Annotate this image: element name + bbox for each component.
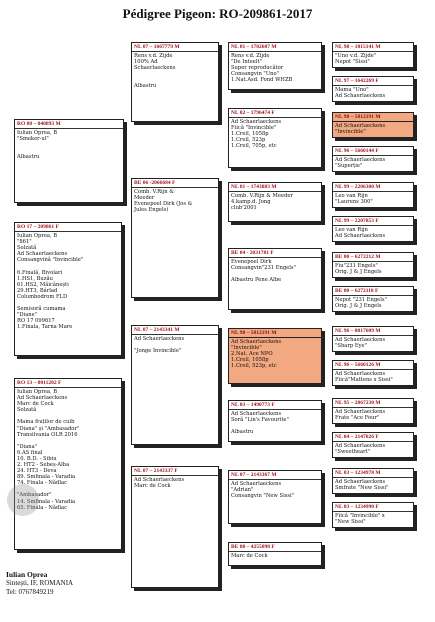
owner-name: Iulian Oprea: [6, 570, 48, 579]
ring-number: BE 00 – 6272212 M: [333, 254, 413, 262]
pedigree-line: Nepot "231 Engels": [335, 297, 387, 304]
pedigree-line: Evenepoel Dirk: [231, 259, 272, 266]
ring-number: NL 97 – 1642269 F: [333, 78, 413, 86]
pedigree-line: 2. HT2 - Sebeș-Alba: [17, 462, 70, 469]
ddd-box: [228, 542, 322, 566]
pedigree-line: 6.AS final: [17, 449, 43, 456]
pedigree-line: Mama fraților de cuib: [17, 419, 75, 426]
ring-number: NL 01 – 1702607 M: [229, 44, 321, 52]
pedigree-line: Fiică "Invincible" x: [335, 513, 385, 520]
ring-number: NL 03 – 1234990 F: [333, 504, 413, 512]
pedigree-line: Nepot "Sissi": [335, 59, 370, 66]
pedigree-line: Ad Schaerlaeckens: [335, 479, 386, 486]
pedigree-line: club'2001: [231, 205, 257, 212]
pedigree-line: Ad Schaerlaeckens: [335, 93, 386, 100]
pedigree-line: 1.Nat.Asd. Fond WHZB: [231, 77, 293, 84]
ring-number: NL 07 – 2143337 F: [132, 468, 218, 476]
g4-box-14: [332, 502, 414, 528]
g4-box-10: [332, 360, 414, 386]
g4-box-9: [332, 326, 414, 352]
ring-number: NL 99 – 2206300 M: [333, 184, 413, 192]
pedigree-line: 29.HT3, Bârlad: [17, 287, 58, 294]
ring-number: NL 95 – 2067230 M: [333, 400, 413, 408]
pedigree-line: Soră "Lin's Favourite": [231, 417, 289, 424]
pedigree-line: Ad Schaerlaeckens: [231, 481, 282, 488]
pedigree-line: Solzată: [17, 407, 37, 414]
pedigree-line: 1.Creil, 523p, etc: [231, 363, 277, 370]
ring-number: NL 07 – 2143367 M: [229, 472, 321, 480]
pedigree-line: Ad Schaerlaeckens: [335, 371, 386, 378]
pedigree-line: Ad Schaerlaeckens: [335, 233, 386, 240]
g4-box-5: [332, 182, 414, 208]
pedigree-line: "Ambasador": [17, 492, 52, 499]
ring-number: RO 08 – 040893 M: [15, 121, 123, 129]
g4-box-11: [332, 398, 414, 424]
pedigree-line: "Superție": [335, 163, 363, 170]
pedigree-line: Ad Schaerlaeckens: [335, 123, 386, 130]
pedigree-line: Ad Schaerlaeckens: [335, 409, 386, 416]
ring-number: NL 98 – 5812191 M: [229, 330, 321, 338]
pedigree-line: Ad Schaerlaeckens: [335, 157, 386, 164]
pedigree-line: 10. B.D. - Sibiu: [17, 455, 57, 462]
pedigree-line: Ad Schaerlaeckens: [134, 336, 185, 343]
sire-sire-box: [131, 42, 219, 122]
dss-box: [228, 328, 322, 384]
ring-number: NL 03 – 1234978 M: [333, 470, 413, 478]
pedigree-line: Columbodrom FLD: [17, 293, 68, 300]
pedigree-line: 2.Nat. Ace NPO: [231, 351, 273, 358]
pedigree-line: Frate "Ace Four": [335, 415, 380, 422]
pedigree-line: 1.HS1, Buzău: [17, 275, 53, 282]
pedigree-line: Schaerlaeckens: [134, 65, 176, 72]
g4-box-7: [332, 252, 414, 278]
pedigree-line: "Sharp Eye": [335, 343, 367, 350]
pedigree-line: Jules Engels): [134, 207, 169, 214]
g4-box-12: [332, 432, 414, 458]
pedigree-line: Ad Schaerlaeckens: [134, 477, 185, 484]
ring-number: NL 99 – 2207853 F: [333, 218, 413, 226]
pedigree-line: Ad Schaerlaeckens: [17, 251, 68, 258]
pedigree-line: 24. HT3 - Deva: [17, 468, 57, 475]
pedigree-line: Rens v.d. Zijde: [231, 53, 270, 60]
pedigree-line: Consangvină "Invincible": [17, 257, 84, 264]
dam-sire-box: [131, 325, 219, 445]
pedigree-line: Fiică"Mattens x Sissi": [335, 377, 393, 384]
ring-number: NL 03 – 1490773 F: [229, 402, 321, 410]
dam-dam-box: [131, 466, 219, 588]
pedigree-line: Iulian Oprea, B: [17, 130, 58, 137]
pedigree-line: 100% Ad: [134, 59, 158, 66]
pedigree-line: "Adrian": [231, 487, 254, 494]
pedigree-line: Marc de Cock: [134, 483, 171, 490]
pedigree-line: Transilvania OLR 2016: [17, 431, 78, 438]
pedigree-line: Albastru Pene Albe: [231, 277, 282, 284]
ring-number: RO 13 – 0011202 F: [15, 380, 121, 388]
pedigree-line: Iulian Oprea, B: [17, 233, 58, 240]
ring-number: BE 04 - 2031781 F: [229, 250, 321, 258]
pedigree-line: "Sweetheart": [335, 449, 371, 456]
pedigree-line: 6.Finală, Bivolari: [17, 269, 63, 276]
ring-number: NL 07 – 2143341 M: [132, 327, 218, 335]
g4-box-8: [332, 286, 414, 312]
pedigree-line: "Diane": [17, 312, 38, 319]
pedigree-line: Ad Schaerlaeckens: [231, 411, 282, 418]
pedigree-line: Consangvin"231 Engels": [231, 265, 296, 272]
pedigree-line: Iulian Oprea, B: [17, 389, 58, 396]
pedigree-line: "Invincible": [335, 129, 366, 136]
pedigree-line: "Diana": [17, 443, 38, 450]
pedigree-line: Mama "Uno": [335, 87, 369, 94]
g4-box-1: [332, 42, 414, 68]
pedigree-line: Marc de Cock: [17, 401, 54, 408]
pedigree-line: "Diana" și "Ambasador": [17, 425, 80, 432]
g4-box-4: [332, 146, 414, 172]
pedigree-line: Marc de Cock: [231, 553, 268, 560]
pedigree-line: Comb. V.Rijn & Meeder: [231, 193, 293, 200]
ring-number: NL 07 – 1667779 M: [132, 44, 218, 52]
g4-box-6: [332, 216, 414, 242]
ring-number: BE 06 -2066684 F: [132, 180, 218, 188]
g4-box-13: [332, 468, 414, 494]
pedigree-line: Fiu"231 Engels": [335, 263, 378, 270]
pedigree-line: 1.Creil, 705p, etc: [231, 143, 277, 150]
pedigree-line: Fiică "Invincible": [231, 125, 277, 132]
ring-number: NL 01 – 1743883 M: [229, 184, 321, 192]
pedigree-line: 4.kamp.d. Jong: [231, 199, 271, 206]
pedigree-line: Albastru: [134, 83, 157, 90]
ring-number: BE 08 – 4255098 F: [229, 544, 321, 552]
pedigree-line: Orig. J & J Engels: [335, 269, 382, 276]
dds-box: [228, 470, 322, 524]
pedigree-line: "De Inteelt": [231, 59, 263, 66]
pedigree-line: Smfrate "New Sissi": [335, 485, 389, 492]
sss-box: [228, 42, 322, 90]
ring-number: NL 04 – 2147026 F: [333, 434, 413, 442]
pedigree-line: Ad Schaerlaeckens: [231, 119, 282, 126]
pedigree-line: RO 17 099617: [17, 318, 55, 325]
dam-box: [14, 378, 122, 550]
pedigree-line: 14. Smfinala - Varadia: [17, 498, 76, 505]
ring-number: RO 17 – 209861 F: [15, 224, 121, 232]
pedigree-line: Solzată: [17, 245, 37, 252]
pedigree-line: "861": [17, 239, 32, 246]
pedigree-line: Consangvin "New Sissi": [231, 493, 295, 500]
pedigree-line: Albastru: [231, 429, 254, 436]
sds-box: [228, 182, 322, 222]
pedigree-line: "Laurens 300": [335, 199, 373, 206]
ring-number: NL 96 – 5660126 M: [333, 362, 413, 370]
ssd-box: [228, 108, 322, 168]
pedigree-line: Evenepoel Dirk (Jos &: [134, 201, 193, 208]
pedigree-line: Super reproducător: [231, 65, 284, 72]
pedigree-line: Ad Schaerlaeckens: [231, 339, 282, 346]
pedigree-line: Leo van Rijn: [335, 193, 368, 200]
pedigree-line: "Uno v.d. Zijde": [335, 53, 377, 60]
page-title: Pédigree Pigeon: RO-209861-2017: [122, 6, 313, 21]
pedigree-line: 1.Finala, Tarna Mare: [17, 324, 73, 331]
ring-number: BE 00 – 6272118 F: [333, 288, 413, 296]
pedigree-line: 1.Creil, 523p: [231, 137, 266, 144]
pedigree-line: "Jonge Invincible": [134, 348, 182, 355]
highlight-circle: [7, 484, 39, 516]
owner-info: [6, 570, 73, 597]
pedigree-line: 61.HS2, Măicănești: [17, 281, 69, 288]
ring-number: NL 96 – 8017609 M: [333, 328, 413, 336]
pedigree-line: Semisoră cumama: [17, 306, 66, 313]
sdd-box: [228, 248, 322, 310]
subject-box: [14, 222, 122, 356]
pedigree-line: Ad Schaerlaeckens: [335, 443, 386, 450]
ring-number: NL 98 – 1015141 M: [333, 44, 413, 52]
ring-number: NL 02 – 1796474 F: [229, 110, 321, 118]
pedigree-line: 65. Finala - Nădlac: [17, 504, 68, 511]
pedigree-line: 1.Creil, 1058p: [231, 131, 269, 138]
owner-address: Sintești, IF, ROMANIA: [6, 579, 74, 587]
pedigree-line: Rens v.d. Zijde: [134, 53, 173, 60]
pedigree-line: "New Sissi": [335, 519, 366, 526]
pedigree-line: "Invincible": [231, 345, 262, 352]
ring-number: NL 96 – 5660144 F: [333, 148, 413, 156]
pedigree-line: Albastru: [17, 154, 40, 161]
pedigree-line: 74. Finala - Nădlac: [17, 480, 68, 487]
pedigree-line: Comb. V.Rijn &: [134, 189, 174, 196]
pedigree-line: Orig. J & J Engels: [335, 303, 382, 310]
pedigree-line: 89. Smfinala - Varadia: [17, 474, 76, 481]
g4-box-3: [332, 112, 414, 138]
pedigree-line: Ad Schaerlaeckens: [335, 337, 386, 344]
sire-box: [14, 119, 124, 203]
dsd-box: [228, 400, 322, 442]
g4-box-2: [332, 76, 414, 102]
owner-phone: Tel: 0767849219: [6, 588, 54, 596]
pedigree-line: 1.Creil, 1058p: [231, 357, 269, 364]
pedigree-line: Consangvin "Uno": [231, 71, 280, 78]
sire-dam-box: [131, 178, 219, 298]
pedigree-line: Ad Schaerlaeckens: [17, 395, 68, 402]
pedigree-line: Leo van Rijn: [335, 227, 368, 234]
pedigree-line: "Smeker-ul": [17, 136, 49, 143]
ring-number: NL 98 – 5812191 M: [333, 114, 413, 122]
pedigree-line: Meeder: [134, 195, 155, 202]
